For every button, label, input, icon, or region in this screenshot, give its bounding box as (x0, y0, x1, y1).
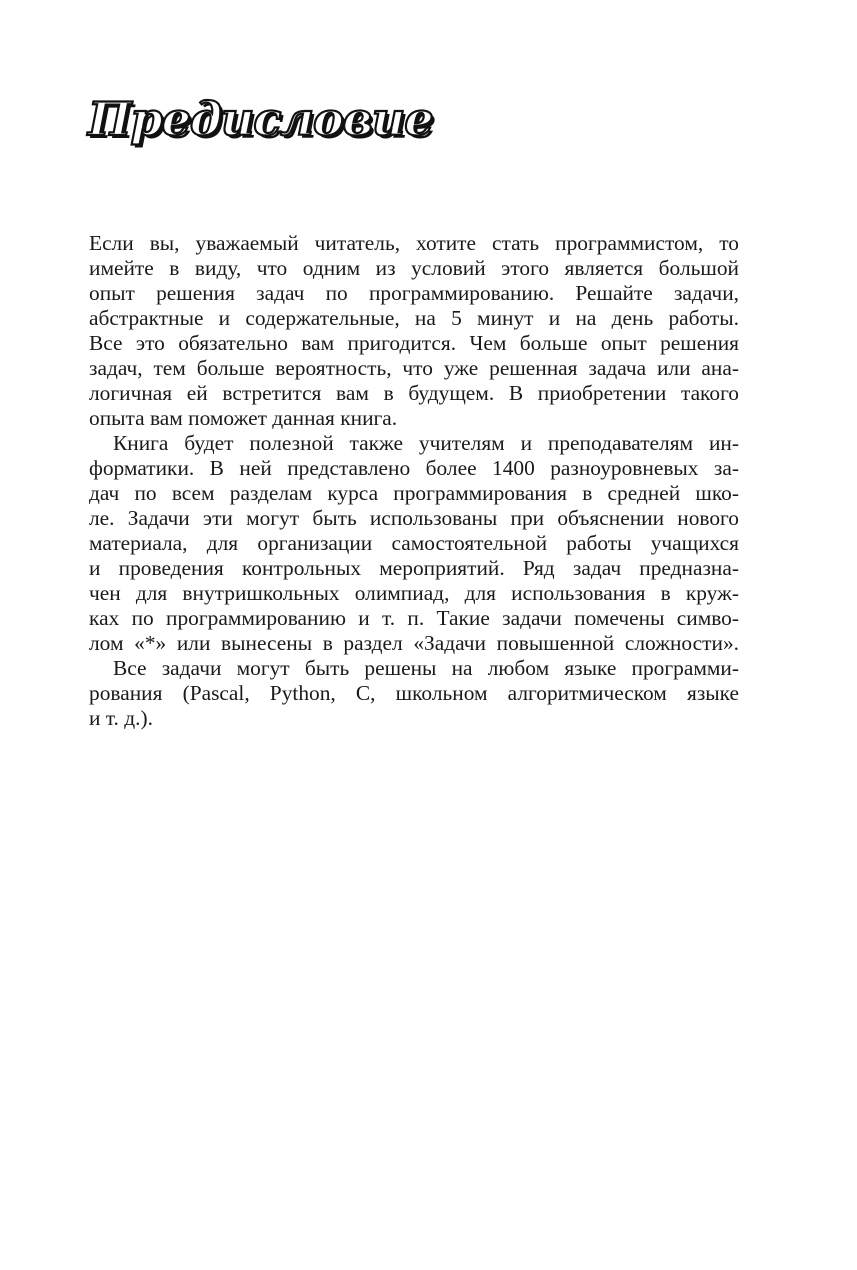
paragraph-3 (89, 656, 739, 731)
text-line: и т. д.). (89, 706, 153, 730)
text-line: Все это обязательно вам пригодится. Чем больше опыт решения (89, 331, 739, 355)
text-line: и проведения контрольных мероприятий. Ряд задач предназна- (89, 556, 739, 580)
paragraph-1 (89, 231, 739, 431)
preface-text (89, 231, 739, 731)
text-line: дач по всем разделам курса программирования в средней шко- (89, 481, 739, 505)
text-line: Все задачи могут быть решены на любом языке программи- (113, 656, 739, 680)
text-line: рования (Pascal, Python, C, школьном алгоритмическом языке (89, 681, 739, 705)
text-line: Если вы, уважаемый читатель, хотите стать программистом, то (89, 231, 739, 255)
text-line: логичная ей встретится вам в будущем. В приобретении такого (89, 381, 739, 405)
chapter-title: Предисловие (88, 92, 433, 146)
paragraph-2 (89, 431, 739, 656)
text-line: лом «*» или вынесены в раздел «Задачи повышенной сложности». (89, 631, 739, 655)
text-line: имейте в виду, что одним из условий этого является большой (89, 256, 739, 280)
text-line: опыт решения задач по программированию. Решайте задачи, (89, 281, 739, 305)
text-line: опыта вам поможет данная книга. (89, 406, 398, 430)
text-line: задач, тем больше вероятность, что уже решенная задача или ана- (89, 356, 739, 380)
text-line: материала, для организации самостоятельной работы учащихся (89, 531, 739, 555)
text-line: Книга будет полезной также учителям и преподавателям ин- (113, 431, 739, 455)
text-line: чен для внутришкольных олимпиад, для использования в круж- (89, 581, 739, 605)
text-line: ле. Задачи эти могут быть использованы при объяснении нового (89, 506, 739, 530)
text-line: абстрактные и содержательные, на 5 минут и на день работы. (89, 306, 739, 330)
text-line: форматики. В ней представлено более 1400 разноуровневых за- (89, 456, 739, 480)
text-line: ках по программированию и т. п. Такие задачи помечены симво- (89, 606, 739, 630)
